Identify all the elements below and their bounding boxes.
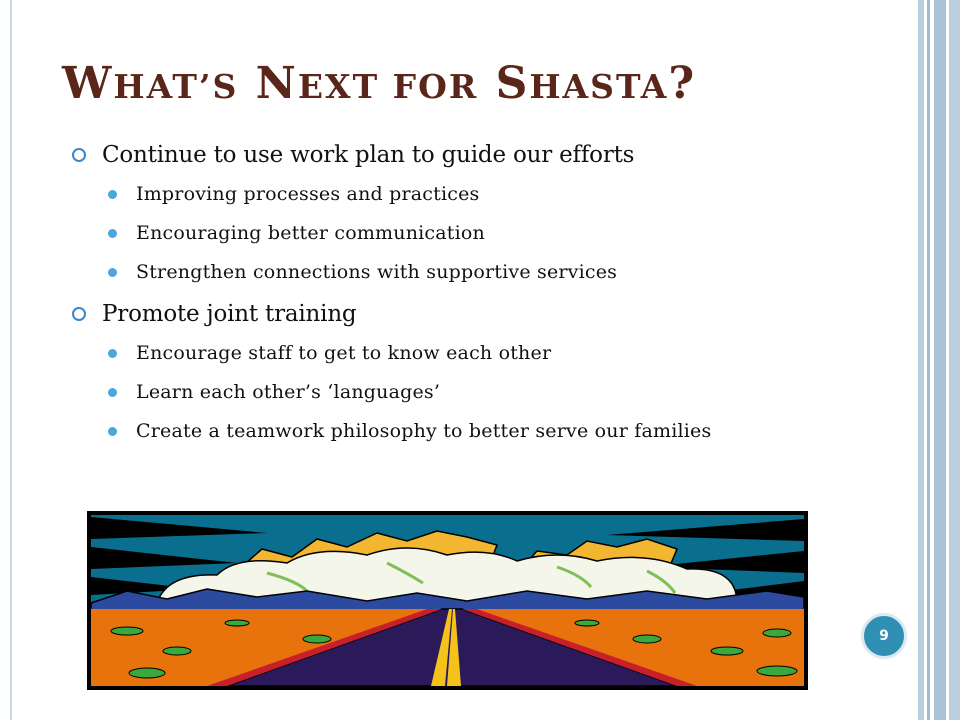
sub-bullet-list bbox=[70, 182, 850, 284]
bullet-dot-icon bbox=[108, 229, 117, 238]
bullet-dot-icon bbox=[108, 268, 117, 277]
sub-bullet-item: Improving processes and practices bbox=[70, 182, 850, 206]
bullet-text: Continue to use work plan to guide our efforts bbox=[102, 142, 635, 168]
bullet-text: Promote joint training bbox=[102, 301, 357, 327]
bullet-ring-icon bbox=[72, 148, 86, 162]
bullet-item bbox=[70, 299, 850, 329]
bullet-dot-icon bbox=[108, 190, 117, 199]
slide-right-decoration bbox=[918, 0, 960, 720]
sub-bullet-item: Encouraging better communication bbox=[70, 221, 850, 245]
slide-title: WHAT’S NEXT FOR SHASTA? bbox=[62, 58, 697, 109]
sub-bullet-list bbox=[70, 341, 850, 443]
bullet-dot-icon bbox=[108, 349, 117, 358]
page-number-badge: 9 bbox=[861, 613, 907, 659]
sub-bullet-item: Learn each other’s ‘languages’ bbox=[70, 380, 850, 404]
bullet-ring-icon bbox=[72, 307, 86, 321]
slide-left-border bbox=[10, 0, 12, 720]
bullet-item bbox=[70, 140, 850, 170]
sub-bullet-item: Encourage staff to get to know each other bbox=[70, 341, 850, 365]
sub-bullet-item: Create a teamwork philosophy to better serve our families bbox=[70, 419, 796, 443]
bullet-dot-icon bbox=[108, 427, 117, 436]
slide-body bbox=[70, 140, 850, 458]
desert-road-clipart bbox=[87, 511, 808, 690]
bullet-dot-icon bbox=[108, 388, 117, 397]
sub-bullet-item: Strengthen connections with supportive services bbox=[70, 260, 850, 284]
